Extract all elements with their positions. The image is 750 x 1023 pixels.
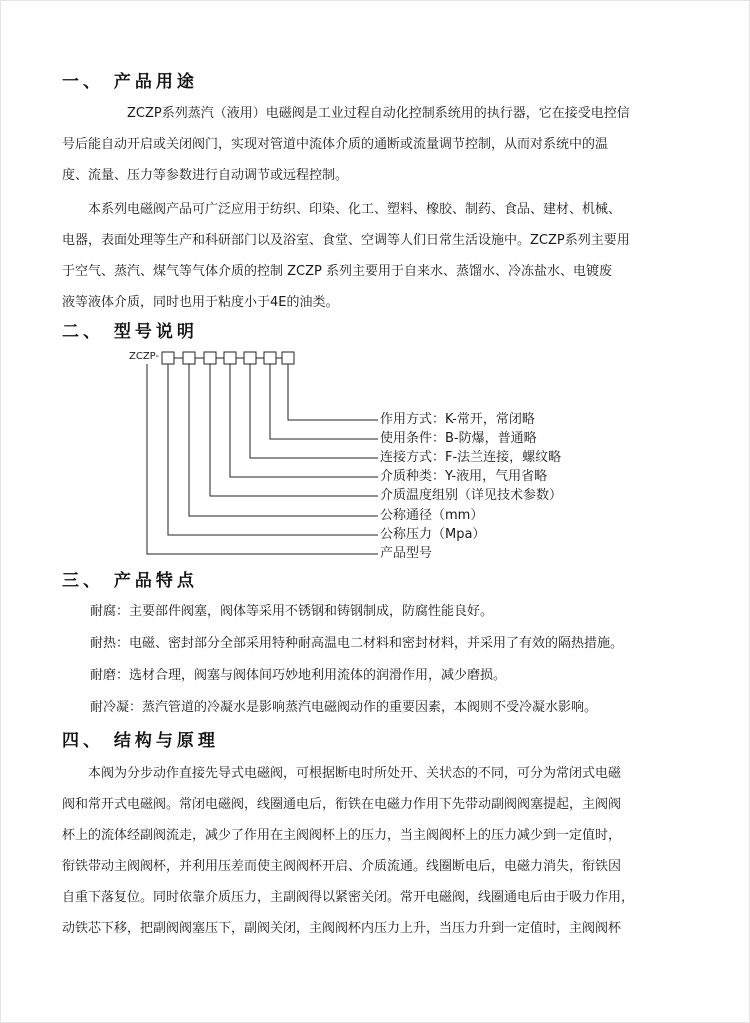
diagram-label-nominal-pressure: 公称压力（Mpa） — [380, 527, 486, 542]
diagram-label-usage-condition: 使用条件：B-防爆，普通略 — [380, 431, 537, 446]
text-line: ZCZP系列蒸汽（液用）电磁阀是工业过程自动化控制系统用的执行器，它在接受电控信 — [62, 106, 630, 121]
diagram-label-connection-mode: 连接方式：F-法兰连接，螺纹略 — [380, 450, 562, 465]
feature-corrosion-resistance: 耐腐：主要部件阀塞，阀体等采用不锈钢和铸钢制成，防腐性能良好。 — [90, 604, 494, 619]
diagram-label-medium-temperature: 介质温度组别（详见技术参数） — [380, 488, 563, 503]
diagram-label-action-mode: 作用方式：K-常开，常闭略 — [380, 412, 535, 427]
section-4-title: 四、 结构与原理 — [62, 731, 219, 751]
text-line: 号后能自动开启或关闭阀门，实现对管道中流体介质的通断或流量调节控制，从而对系统中的温 — [62, 137, 609, 152]
text-line: 本阀为分步动作直接先导式电磁阀，可根据断电时所处开、关状态的不同，可分为常闭式电磁 — [62, 766, 622, 781]
diagram-label-medium-type: 介质种类：Y-液用，气用省略 — [380, 469, 548, 484]
text-line: 液等液体介质，同时也用于粘度小于4E的油类。 — [62, 295, 339, 310]
text-line: 衔铁带动主阀阀杯，并利用压差而使主阀阀杯开启、介质流通。线圈断电后，电磁力消失，衔铁因 — [62, 859, 622, 874]
text-line: 本系列电磁阀产品可广泛应用于纺织、印染、化工、塑料、橡胶、制药、食品、建材、机械、 — [62, 202, 622, 217]
diagram-label-product-model: 产品型号 — [380, 546, 433, 561]
feature-condensation-resistance: 耐冷凝：蒸汽管道的冷凝水是影响蒸汽电磁阀动作的重要因素，本阀则不受冷凝水影响。 — [90, 700, 598, 715]
text-line: 自重下落复位。同时依靠介质压力，主副阀得以紧密关闭。常开电磁阀，线圈通电后由于吸力作用， — [62, 890, 635, 905]
section-1-paragraph-1 — [62, 98, 688, 191]
diagram-label-nominal-diameter: 公称通径（mm） — [380, 508, 484, 523]
text-line: 于空气、蒸汽、煤气等气体介质的控制 ZCZP 系列主要用于自来水、蒸馏水、冷冻盐水、电镀废 — [62, 264, 612, 279]
feature-heat-resistance: 耐热：电磁、密封部分全部采用特种耐高温电二材料和密封材料，并采用了有效的隔热措施。 — [90, 636, 624, 651]
feature-wear-resistance: 耐磨：选材合理，阀塞与阀体间巧妙地利用流体的润滑作用，减少磨损。 — [90, 668, 507, 683]
text-line: 度、流量、压力等参数进行自动调节或远程控制。 — [62, 168, 349, 183]
text-line: 电器，表面处理等生产和科研部门以及浴室、食堂、空调等人们日常生活设施中。ZCZP系列主要用 — [62, 233, 630, 248]
section-1-paragraph-2 — [62, 194, 688, 318]
section-3-title: 三、 产品特点 — [62, 571, 198, 591]
text-line: 动铁芯下移，把副阀阀塞压下，副阀关闭，主阀阀杯内压力上升，当压力升到一定值时，主阀阀杯 — [62, 921, 622, 936]
model-code-prefix: ZCZP- — [129, 351, 160, 362]
text-line: 杯上的流体经副阀流走，减少了作用在主阀阀杯上的压力，当主阀阀杯上的压力减少到一定值时， — [62, 828, 622, 843]
text-line: 阀和常开式电磁阀。常闭电磁阀，线圈通电后，衔铁在电磁力作用下先带动副阀阀塞提起，主阀阀 — [62, 797, 622, 812]
section-4-paragraph-1 — [62, 758, 688, 944]
section-2-title: 二、 型号说明 — [62, 322, 198, 342]
section-1-title: 一、 产品用途 — [62, 72, 198, 92]
